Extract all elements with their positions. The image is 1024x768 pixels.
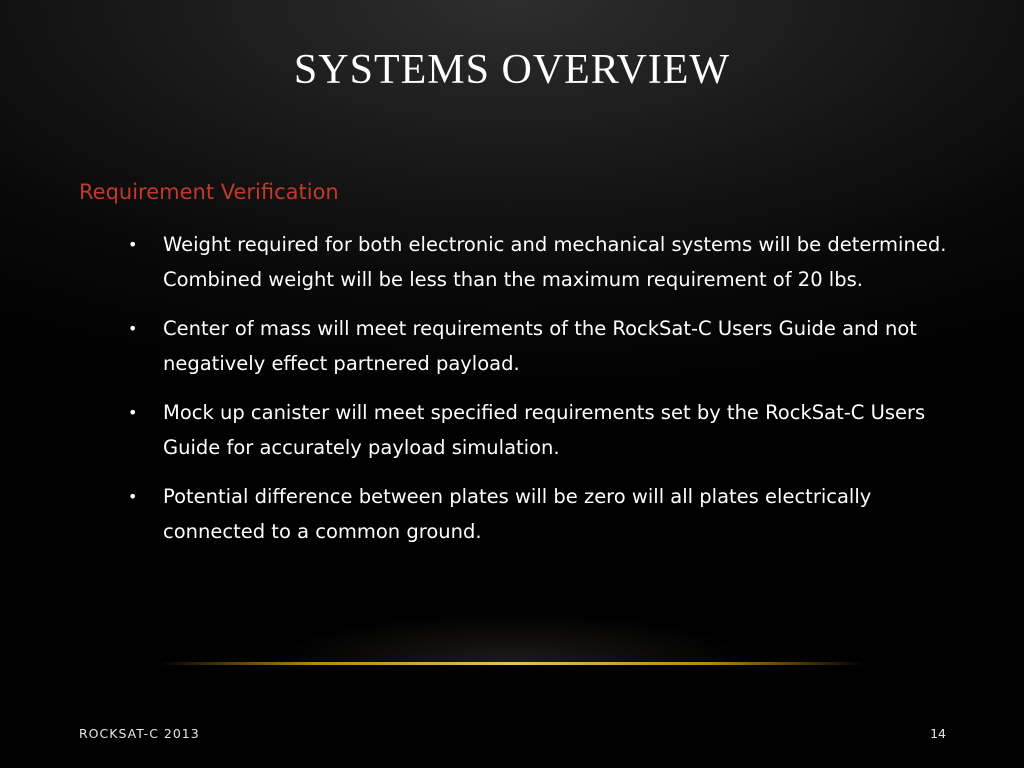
- section-subtitle: Requirement Verification: [79, 180, 339, 204]
- bullet-text: Center of mass will meet requirements of the RockSat-C Users Guide and not negatively effect partnered payload.: [163, 317, 917, 375]
- bullet-dot-icon: •: [128, 319, 138, 338]
- divider-glow: [212, 600, 812, 664]
- bullet-item: [128, 312, 948, 381]
- footer-label: ROCKSAT-C 2013: [79, 726, 200, 741]
- slide-title: SYSTEMS OVERVIEW: [293, 47, 731, 93]
- bullet-text: Potential difference between plates will be zero will all plates electrically connected to a common ground.: [163, 485, 872, 543]
- bullet-item: [128, 480, 948, 549]
- bullet-item: [128, 228, 948, 297]
- bullet-dot-icon: •: [128, 487, 138, 506]
- bullet-item: [128, 396, 948, 465]
- bullet-text: Weight required for both electronic and mechanical systems will be determined. Combined weight will be less than the maximum requirement of 20 lbs.: [163, 233, 947, 291]
- gold-divider-line: [160, 662, 864, 665]
- page-number: 14: [930, 726, 946, 741]
- bullet-dot-icon: •: [128, 403, 138, 422]
- bullet-text: Mock up canister will meet specified requirements set by the RockSat-C Users Guide for accurately payload simulation.: [163, 401, 926, 459]
- bullet-list: [128, 228, 948, 564]
- bullet-dot-icon: •: [128, 235, 138, 254]
